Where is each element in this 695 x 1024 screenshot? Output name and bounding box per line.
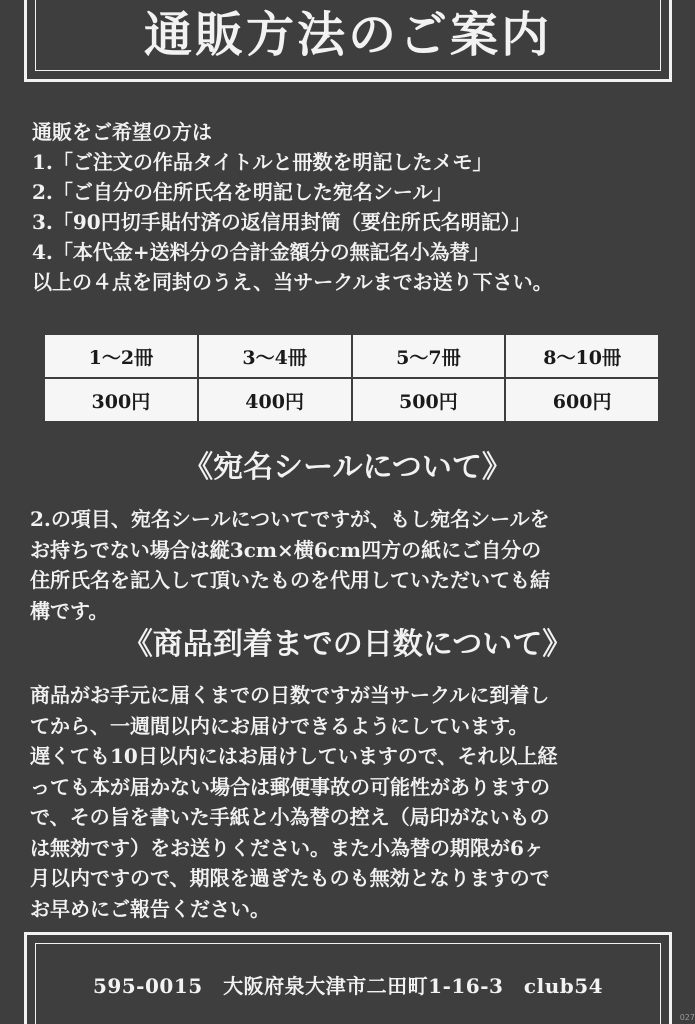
table-row [44, 334, 659, 378]
intro-line: 4.「本代金+送料分の合計金額分の無記名小為替」 [32, 240, 490, 264]
paragraph-line: っても本が届かない場合は郵便事故の可能性がありますの [30, 774, 550, 799]
price-cell: 300円 [44, 378, 198, 422]
delivery-paragraph [30, 680, 680, 924]
intro-line: 通販をご希望の方は [32, 120, 212, 144]
intro-block [32, 117, 682, 297]
paragraph-line: 遅くても10日以内にはお届けしていますので、それ以上経 [30, 744, 558, 768]
paragraph-line: お早めにご報告ください。 [30, 896, 270, 921]
quantity-cell: 8〜10冊 [505, 334, 659, 378]
intro-line: 以上の４点を同封のうえ、当サークルまでお送り下さい。 [32, 270, 553, 294]
price-table [43, 333, 660, 423]
section-heading-delivery-days: 《商品到着までの日数について》 [122, 627, 573, 662]
quantity-cell: 1〜2冊 [44, 334, 198, 378]
page-title: 通販方法のご案内 [143, 7, 552, 63]
intro-line: 2.「ご自分の住所氏名を明記した宛名シール」 [32, 180, 453, 204]
page-number: 027 [679, 1013, 695, 1022]
paragraph-line: 商品がお手元に届くまでの日数ですが当サークルに到着し [30, 683, 550, 707]
paragraph-line: 構です。 [30, 598, 109, 623]
price-cell: 600円 [505, 378, 659, 422]
quantity-cell: 3〜4冊 [198, 334, 352, 378]
intro-line: 1.「ご注文の作品タイトルと冊数を明記したメモ」 [32, 150, 493, 174]
price-cell: 400円 [198, 378, 352, 422]
address-label-paragraph [30, 504, 680, 626]
paragraph-line: お持ちでない場合は縦3cm×横6cm四方の紙にご自分の [30, 537, 542, 562]
paragraph-line: で、その旨を書いた手紙と小為替の控え（局印がないもの [30, 805, 550, 829]
paragraph-line: 住所氏名を記入して頂いたものを代用していただいても結 [30, 568, 550, 592]
paragraph-line: は無効です）をお送りください。また小為替の期限が6ヶ [30, 835, 544, 860]
table-row [44, 378, 659, 422]
title-frame [24, 0, 672, 82]
address-frame [24, 932, 672, 1024]
intro-line: 3.「90円切手貼付済の返信用封筒（要住所氏名明記）」 [32, 210, 531, 234]
title-inner-frame [35, 0, 661, 71]
paragraph-line: 2.の項目、宛名シールについてですが、もし宛名シールを [30, 507, 550, 531]
paragraph-line: てから、一週間以内にお届けできるようにしています。 [30, 713, 529, 738]
address-inner-frame [35, 943, 661, 1024]
paragraph-line: 月以内ですので、期限を過ぎたものも無効となりますので [30, 866, 550, 890]
circle-address: 595-0015 大阪府泉大津市二田町1-16-3 club54 [92, 973, 604, 998]
price-cell: 500円 [352, 378, 506, 422]
section-heading-address-label: 《宛名シールについて》 [183, 450, 512, 485]
quantity-cell: 5〜7冊 [352, 334, 506, 378]
